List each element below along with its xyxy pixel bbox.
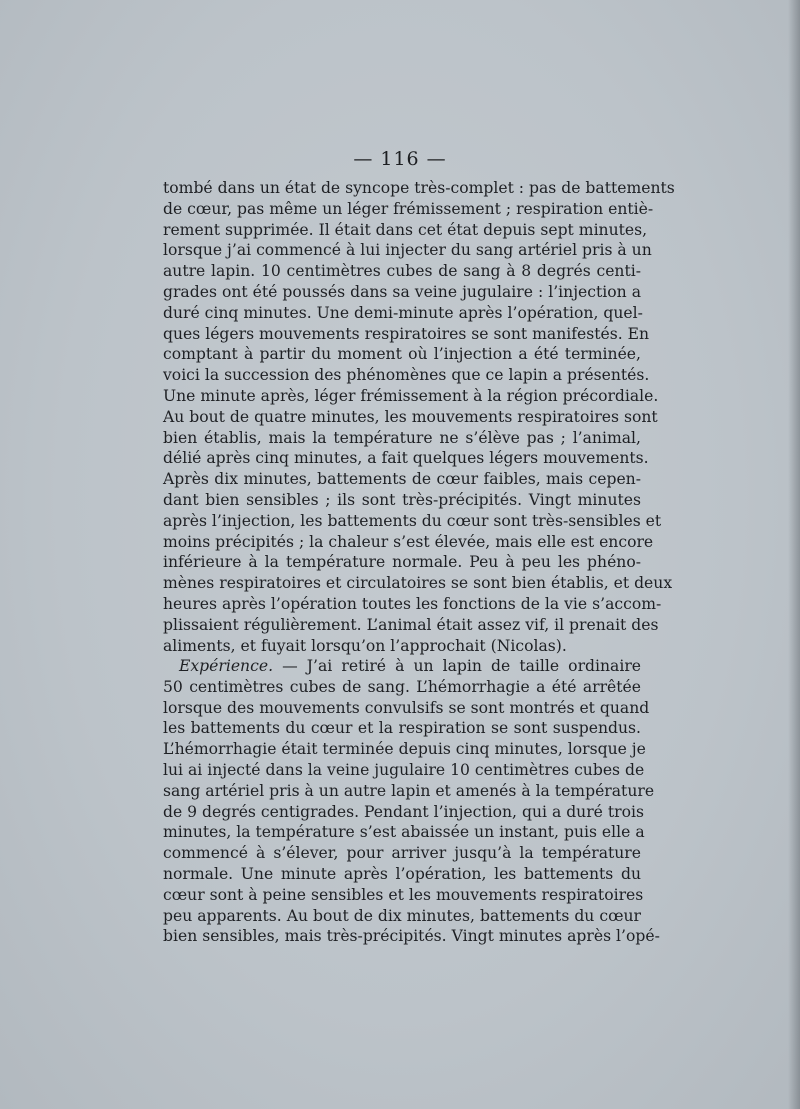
text-line: voici la succession des phénomènes que ce lapin a présentés. <box>163 366 650 385</box>
text-line: heures après l’opération toutes les fonctions de la vie s’accom- <box>163 594 662 613</box>
paragraph-1 <box>163 178 675 656</box>
text-line: lorsque des mouvements convulsifs se sont montrés et quand <box>163 698 650 717</box>
text-line: ques légers mouvements respiratoires se sont manifestés. En <box>163 324 650 343</box>
text-line: après l’injection, les battements du cœur sont très-sensibles et <box>163 511 662 530</box>
text-line: de cœur, pas même un léger frémissement ; respiration entiè- <box>163 199 654 218</box>
text-line: tombé dans un état de syncope très-complet : pas de battements <box>163 179 675 197</box>
text-line: aliments, et fuyait lorsqu’on l’approchait (Nicolas). <box>163 636 567 655</box>
text-line: duré cinq minutes. Une demi-minute après l’opération, quel- <box>163 303 643 322</box>
text-line: rement supprimée. Il était dans cet état depuis sept minutes, <box>163 220 648 239</box>
text-line: inférieure à la température normale. Peu à peu les phéno- <box>163 553 641 572</box>
page-number: — 116 — <box>353 148 447 170</box>
text-line: peu apparents. Au bout de dix minutes, battements du cœur <box>163 906 641 925</box>
text-line: minutes, la température s’est abaissée un instant, puis elle a <box>163 823 645 842</box>
text-line: bien sensibles, mais très-précipités. Vingt minutes après l’opé- <box>163 927 660 946</box>
text-line: plissaient régulièrement. L’animal était assez vif, il prenait des <box>163 615 659 634</box>
text-line: lui ai injecté dans la veine jugulaire 10 centimètres cubes de <box>163 760 645 779</box>
text-line: bien établis, mais la température ne s’élève pas ; l’animal, <box>163 428 641 447</box>
text-line: commencé à s’élever, pour arriver jusqu’à la température <box>163 844 641 863</box>
text-line: délié après cinq minutes, a fait quelques légers mouvements. <box>163 449 649 468</box>
text-line: lorsque j’ai commencé à lui injecter du sang artériel pris à un <box>163 241 652 260</box>
paragraph-2-first-line <box>163 656 641 677</box>
text-line: les battements du cœur et la respiration se sont suspendus. <box>163 719 641 738</box>
text-line: sang artériel pris à un autre lapin et amenés à la température <box>163 781 655 800</box>
text-line: comptant à partir du moment où l’injection a été terminée, <box>163 345 641 364</box>
text-line: cœur sont à peine sensibles et les mouvements respiratoires <box>163 885 644 904</box>
text-line: L’hémorrhagie était terminée depuis cinq minutes, lorsque je <box>163 740 646 759</box>
text-line: mènes respiratoires et circulatoires se sont bien établis, et deux <box>163 574 673 593</box>
text-line: Au bout de quatre minutes, les mouvements respiratoires sont <box>163 407 658 426</box>
text-line: autre lapin. 10 centimètres cubes de sang à 8 degrés centi- <box>163 262 641 281</box>
text-line: Une minute après, léger frémissement à la région précordiale. <box>163 386 659 405</box>
text-line: grades ont été poussés dans sa veine jugulaire : l’injection a <box>163 282 641 301</box>
text-line: de 9 degrés centigrades. Pendant l’injection, qui a duré trois <box>163 802 644 821</box>
text-line: dant bien sensibles ; ils sont très-précipités. Vingt minutes <box>163 490 641 509</box>
text-line: moins précipités ; la chaleur s’est élevée, mais elle est encore <box>163 532 654 551</box>
text-line: 50 centimètres cubes de sang. L’hémorrhagie a été arrêtée <box>163 677 641 696</box>
paragraph-2-first-line-text: — J’ai retiré à un lapin de taille ordinaire <box>273 657 641 675</box>
text-line: Après dix minutes, battements de cœur faibles, mais cepen- <box>163 470 641 489</box>
text-line: normale. Une minute après l’opération, les battements du <box>163 864 641 883</box>
experience-heading: Expérience. <box>179 657 274 675</box>
paragraph-2 <box>163 656 660 947</box>
